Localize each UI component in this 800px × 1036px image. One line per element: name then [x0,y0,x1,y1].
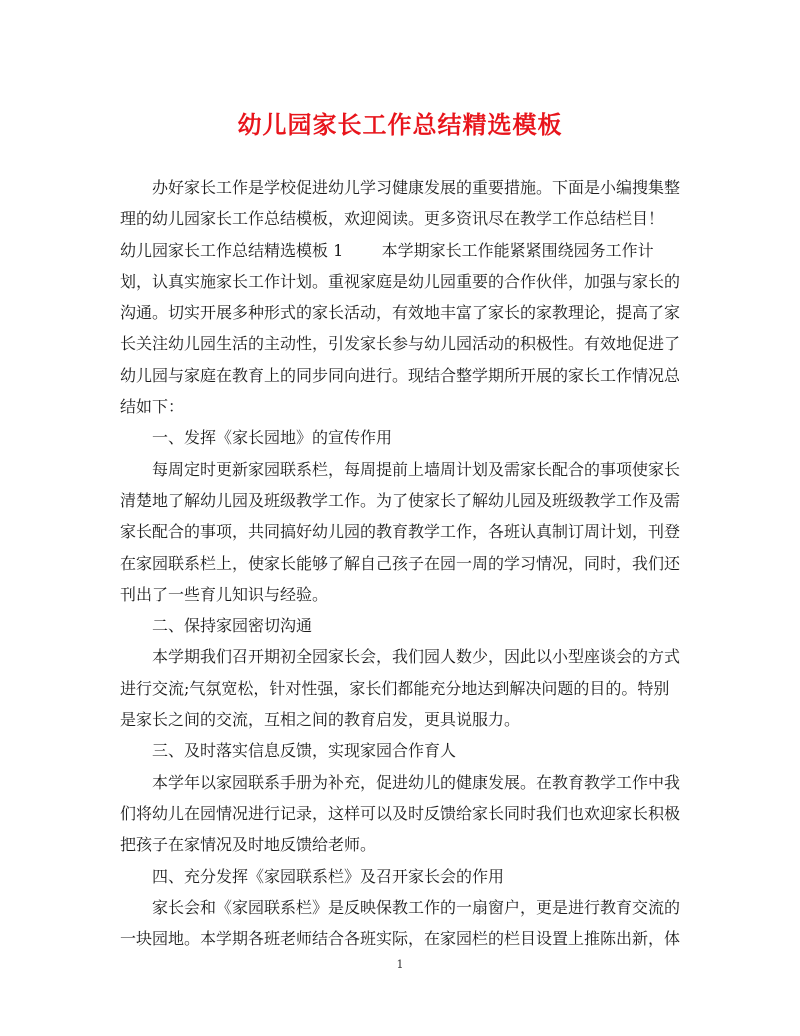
section-1-text: 每周定时更新家园联系栏，每周提前上墙周计划及需家长配合的事项使家长清楚地了解幼儿园及班级教学工作。为了使家长了解幼儿园及班级教学工作及需家长配合的事项，共同搞好幼儿园的教育教学工作，各班认真制订周计划，刊登在家园联系栏上，使家长能够了解自己孩子在园一周的学习情况，同时，我们还刊出了一些育儿知识与经验。 [120,459,681,604]
section-3-heading: 三、及时落实信息反馈，实现家园合作育人 [152,741,457,761]
intro-paragraph: 办好家长工作是学校促进幼儿学习健康发展的重要措施。下面是小编搜集整理的幼儿园家长工作总结模板，欢迎阅读。更多资讯尽在教学工作总结栏目！ [120,178,681,229]
section-2-text: 本学期我们召开期初全园家长会，我们园人数少，因此以小型座谈会的方式进行交流;气氛宽松，针对性强，家长们都能充分地达到解决问题的目的。特别是家长之间的交流，互相之间的教育启发，更具说服力。 [120,647,681,730]
section-4-text: 家长会和《家园联系栏》是反映保教工作的一扇窗户，更是进行教育交流的一块园地。本学期各班老师结合各班实际，在家园栏的栏目设置上推陈出新，体 [120,897,681,949]
section-2-heading: 二、保持家园密切沟通 [152,616,313,636]
document-body [120,172,680,954]
page-number: 1 [396,958,404,971]
section-3-text: 本学年以家园联系手册为补充，促进幼儿的健康发展。在教育教学工作中我们将幼儿在园情况进行记录，这样可以及时反馈给家长同时我们也欢迎家长积极把孩子在家情况及时地反馈给老师。 [120,772,681,855]
section-1-heading: 一、发挥《家长园地》的宣传作用 [152,428,393,448]
template-label: 幼儿园家长工作总结精选模板 1 [120,240,344,260]
section-4-heading: 四、充分发挥《家园联系栏》及召开家长会的作用 [152,866,505,886]
document-title: 幼儿园家长工作总结精选模板 [237,110,563,139]
template-paragraph [120,235,680,423]
template-paragraph-text: 本学期家长工作能紧紧围绕园务工作计划，认真实施家长工作计划。重视家庭是幼儿园重要的合作伙伴，加强与家长的沟通。切实开展多种形式的家长活动，有效地丰富了家长的家教理论，提高了家长关注幼儿园生活的主动性，引发家长参与幼儿园活动的积极性。有效地促进了幼儿园与家庭在教育上的同步同向进行。现结合整学期所开展的家长工作情况总结如下： [120,240,681,417]
